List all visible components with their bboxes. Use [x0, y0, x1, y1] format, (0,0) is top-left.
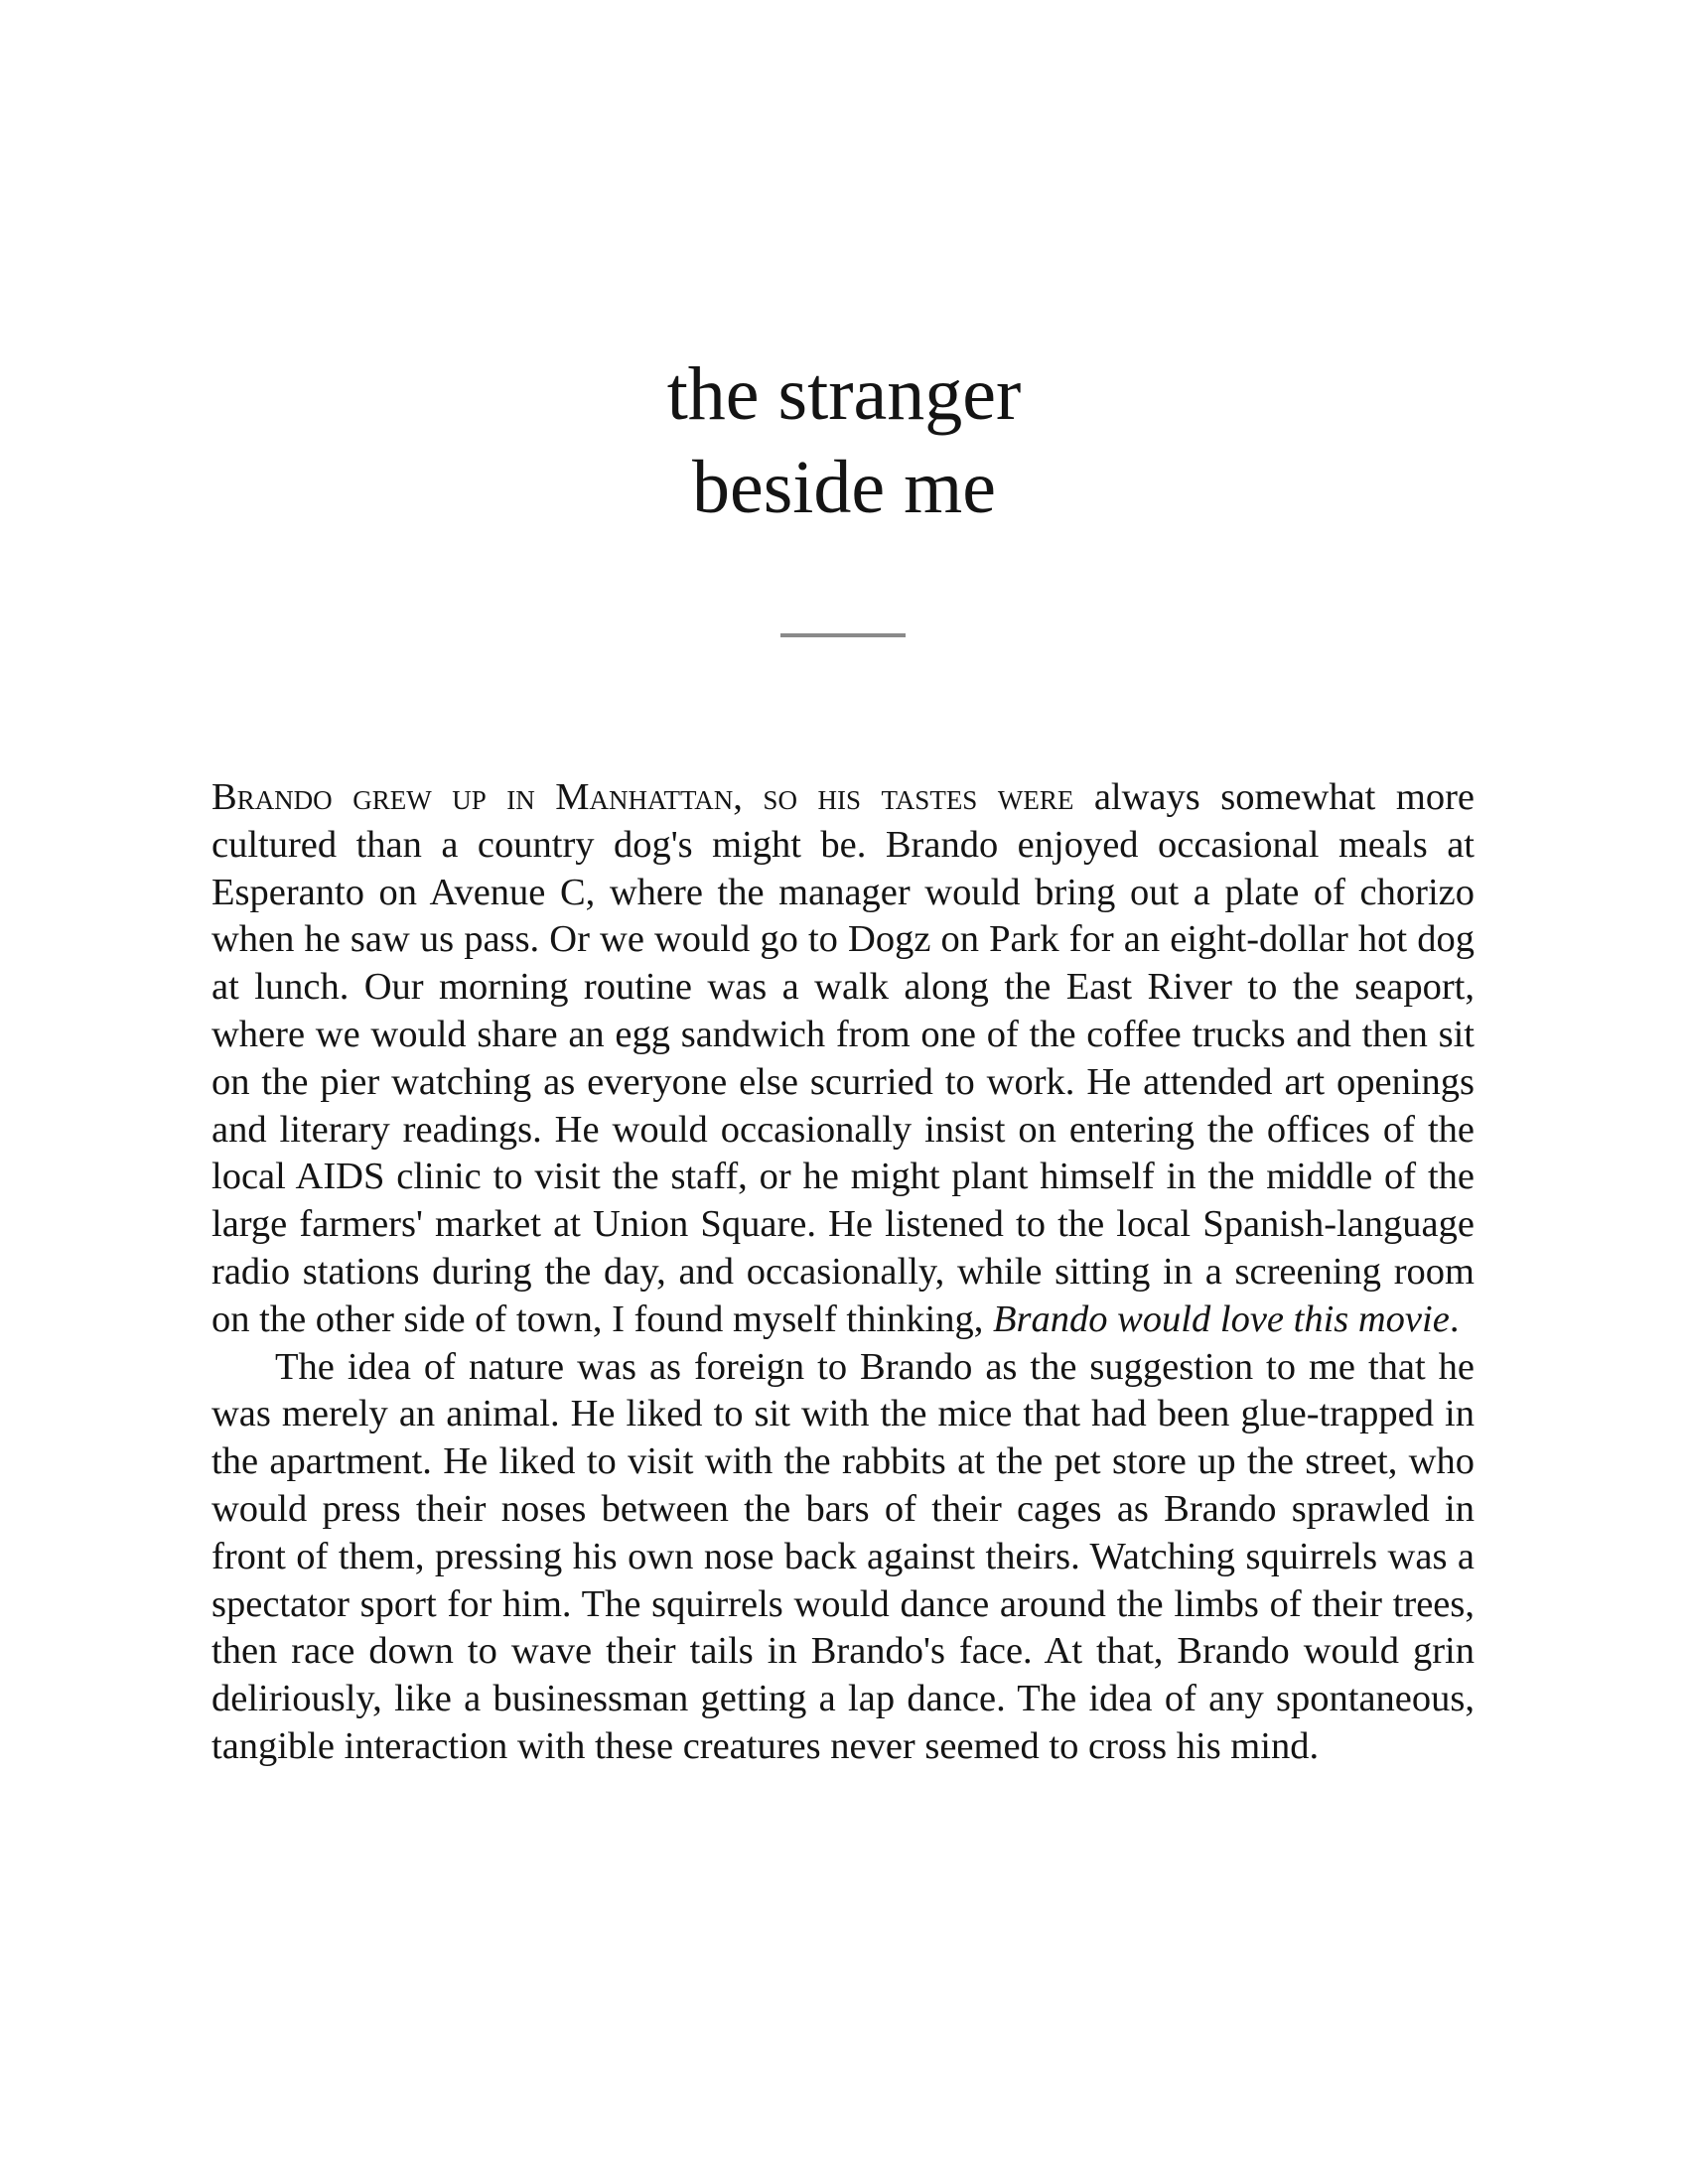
paragraph-2: The idea of nature was as foreign to Brando as the suggestion to me that he was merely an animal. He liked to sit with the mice that had been glue-trapped in the apartment. He liked to visit with the rabbits at the pet store up the street, who would press their noses between the bars of their cages as Brando sprawled in front of them, pressing his own nose back against theirs. Watching squirrels was a spectator sport for him. The squirrels would dance around the limbs of their trees, then race down to wave their tails in Brando's face. At that, Brando would grin deliriously, like a businessman getting a lap dance. The idea of any spontaneous, tangible interaction with these creatures never seemed to cross his mind.	[211, 1345, 1475, 1767]
chapter-title	[0, 347, 1688, 534]
chapter-title-line-2: beside me	[691, 446, 996, 529]
paragraph-1-italic: Brando would love this movie	[993, 1297, 1450, 1340]
chapter-body	[211, 774, 1475, 1771]
paragraph-lead-in: Brando grew up in Manhattan, so his tastes were	[211, 776, 1074, 818]
paragraph-1-text: always somewhat more cultured than a country dog's might be. Brando enjoyed occasional meals at Esperanto on Avenue C, where the manager would bring out a plate of chorizo when he saw us pass. Or we would go to Dogz on Park for an eight-dollar hot dog at lunch. Our morning routine was a walk along the East River to the seaport, where we would share an egg sandwich from one of the coffee trucks and then sit on the pier watching as everyone else scurried to work. He attended art openings and literary readings. He would occasionally insist on entering the offices of the local AIDS clinic to visit the staff, or he might plant himself in the middle of the large farmers' market at Union Square. He listened to the local Spanish-language radio stations during the day, and occasionally, while sitting in a screening room on the other side of town, I found myself thinking,	[211, 776, 1475, 1340]
chapter-title-line-1: the stranger	[666, 352, 1022, 436]
paragraph-1-end: .	[1449, 1297, 1460, 1340]
paragraph-1	[211, 774, 1475, 1344]
title-divider	[780, 633, 906, 637]
